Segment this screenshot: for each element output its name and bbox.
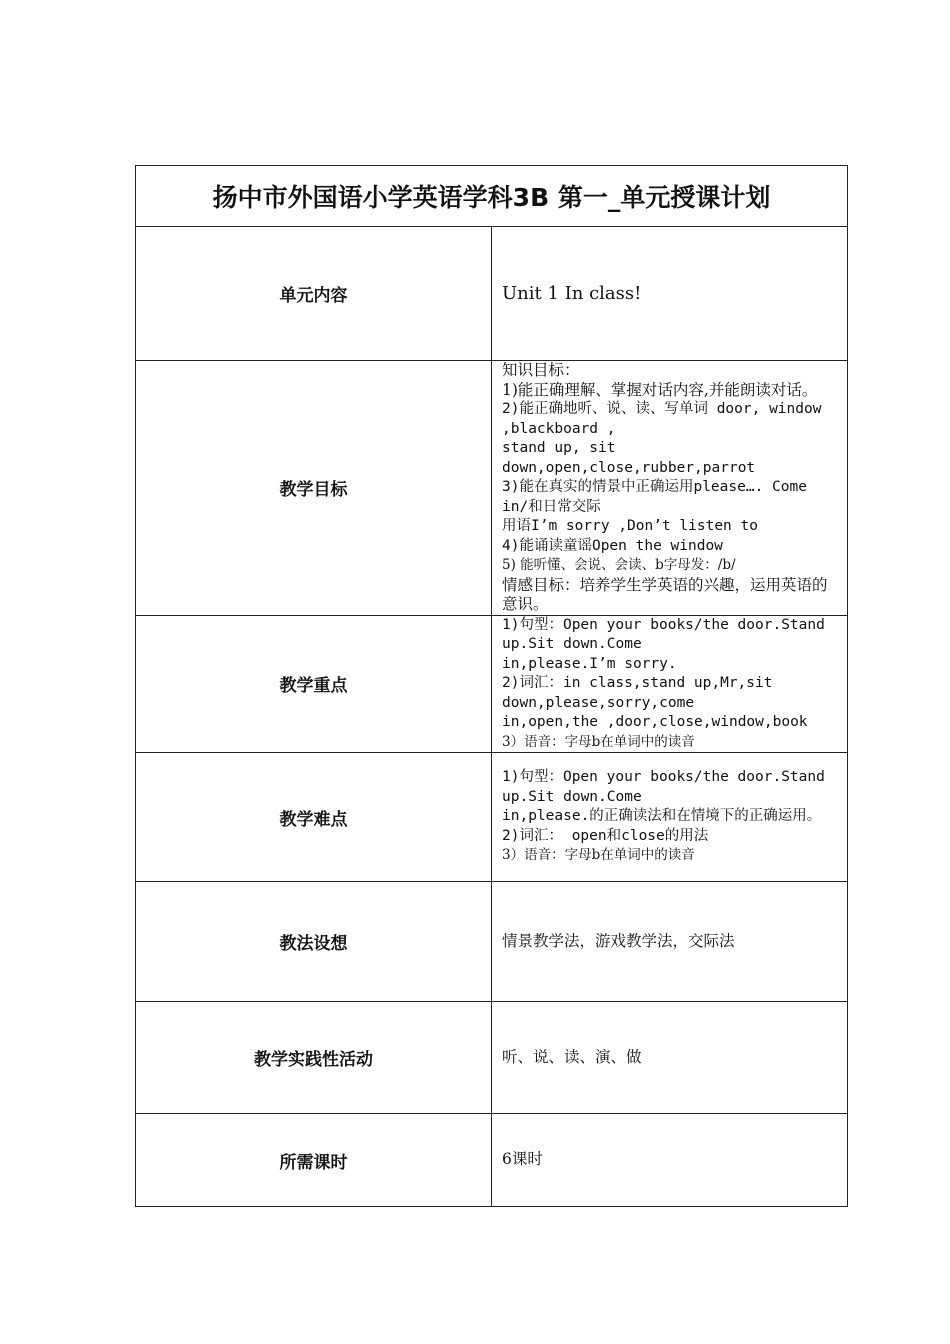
- content-line: 用语I’m sorry ,Don’t listen to: [502, 518, 758, 534]
- content-line: 1)句型：Open your books/the door.Stand up.Sit down.Come: [502, 769, 825, 805]
- row-content-key-points: [492, 615, 848, 753]
- content-line: 3)能在真实的情景中正确运用please…. Come in/和日常交际: [502, 479, 807, 515]
- content-line: in,please.I’m sorry.: [502, 655, 677, 672]
- content-line: 3）语音：字母b在单词中的读音: [502, 847, 695, 864]
- content-line: 情景教学法，游戏教学法，交际法: [502, 931, 735, 950]
- row-label-class-hours: 所需课时: [136, 1114, 492, 1207]
- content-line: in,open,the ,door,close,window,book: [502, 714, 808, 730]
- row-content-unit-content: [492, 227, 848, 361]
- content-line: 情感目标：培养学生学英语的兴趣，运用英语的意识。: [502, 575, 828, 613]
- row-content-practice-activities: [492, 1002, 848, 1114]
- content-line: 1)句型：Open your books/the door.Stand up.Sit down.Come: [502, 616, 825, 652]
- content-line: 5) 能听懂、会说、会读、b字母发：/b/: [502, 557, 736, 573]
- row-label-difficulties: 教学难点: [136, 753, 492, 882]
- content-line: 1)能正确理解、掌握对话内容,并能朗读对话。: [502, 380, 818, 399]
- row-label-unit-content: 单元内容: [136, 227, 492, 361]
- content-line: Unit 1 In class!: [502, 282, 642, 304]
- content-line: 3）语音：字母b在单词中的读音: [502, 733, 695, 750]
- content-line: 知识目标：: [502, 361, 580, 379]
- content-line: 4)能诵读童谣Open the window: [502, 537, 723, 554]
- row-label-key-points: 教学重点: [136, 615, 492, 753]
- row-label-teaching-goals: 教学目标: [136, 361, 492, 616]
- content-line: 听、说、读、演、做: [502, 1047, 642, 1066]
- content-line: 2)词汇：in class,stand up,Mr,sit down,please,sorry,come: [502, 675, 773, 711]
- row-content-difficulties: [492, 753, 848, 882]
- lesson-plan-table: [135, 165, 848, 1207]
- row-content-teaching-methods: [492, 882, 848, 1002]
- row-content-teaching-goals: [492, 361, 848, 616]
- row-content-class-hours: [492, 1114, 848, 1207]
- row-label-practice-activities: 教学实践性活动: [136, 1002, 492, 1114]
- content-line: 6课时: [502, 1150, 543, 1169]
- content-line: in,please.的正确读法和在情境下的正确运用。: [502, 808, 822, 825]
- page-title: 扬中市外国语小学英语学科3B 第一_单元授课计划: [136, 166, 848, 227]
- content-line: 2)词汇： open和close的用法: [502, 827, 709, 844]
- content-line: stand up, sit down,open,close,rubber,parrot: [502, 440, 756, 476]
- row-label-teaching-methods: 教法设想: [136, 882, 492, 1002]
- content-line: 2)能正确地听、说、读、写单词 door, window ,blackboard ,: [502, 401, 822, 437]
